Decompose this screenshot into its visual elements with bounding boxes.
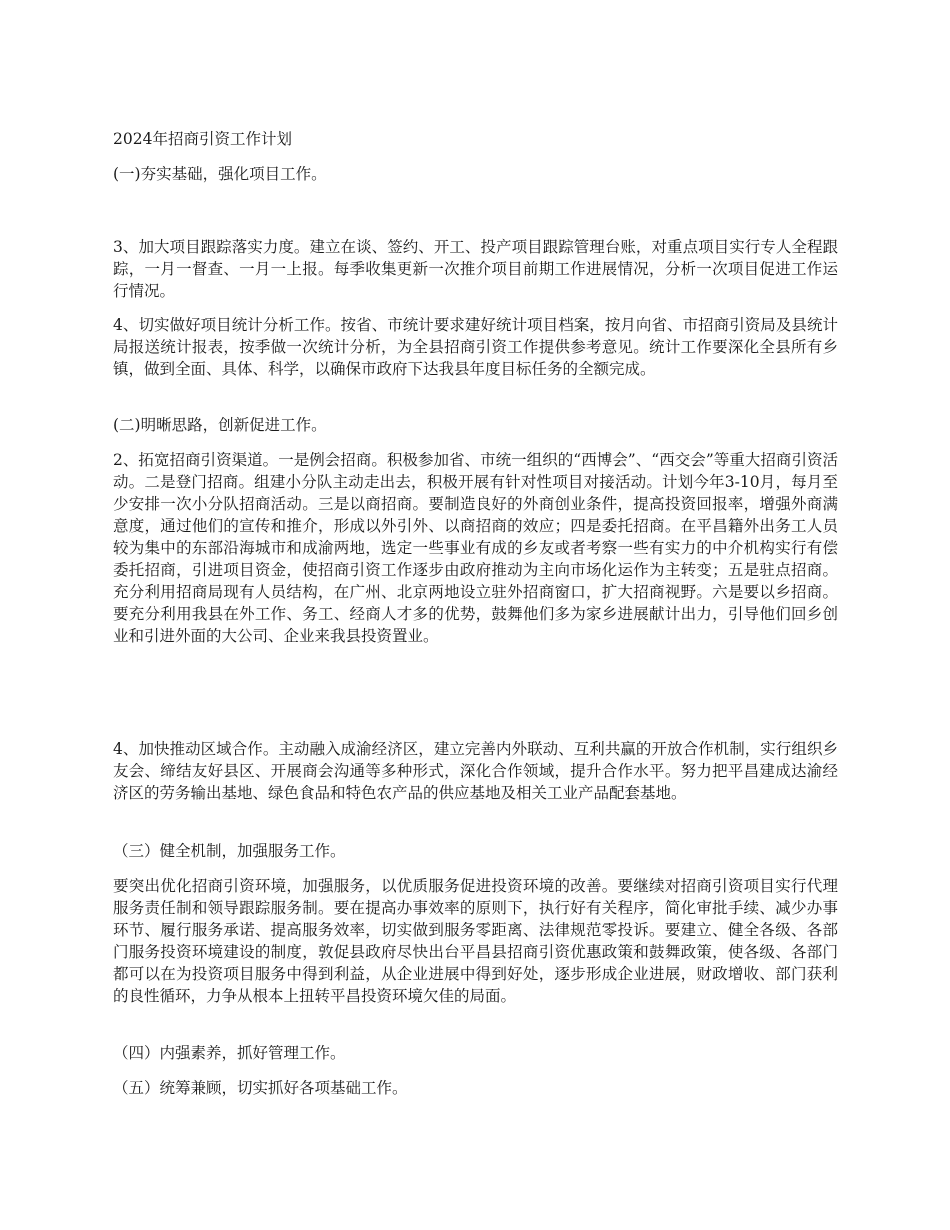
- section-1-item-4: 4、切实做好项目统计分析工作。按省、市统计要求建好统计项目档案，按月向省、市招商引资局及县统计局报送统计报表，按季做一次统计分析，为全县招商引资工作提供参考意见。统计工作要深化全县所有乡镇，做到全面、具体、科学，以确保市政府下达我县年度目标任务的全额完成。: [113, 316, 838, 378]
- section-2-item-2: 2、拓宽招商引资渠道。一是例会招商。积极参加省、市统一组织的“西博会”、“西交会”等重大招商引资活动。二是登门招商。组建小分队主动走出去，积极开展有针对性项目对接活动。计划今年3-10月，每月至少安排一次小分队招商活动。三是以商招商。要制造良好的外商创业条件，提高投资回报率，增强外商满意度，通过他们的宣传和推介，形成以外引外、以商招商的效应；四是委托招商。在平昌籍外出务工人员较为集中的东部沿海城市和成渝两地，选定一些事业有成的乡友或者考察一些有实力的中介机构实行有偿委托招商，引进项目资金，使招商引资工作逐步由政府推动为主向市场化运作为主转变；五是驻点招商。充分利用招商局现有人员结构，在广州、北京两地设立驻外招商窗口，扩大招商视野。六是要以乡招商。要充分利用我县在外工作、务工、经商人才多的优势，鼓舞他们多为家乡进展献计出力，引导他们回乡创业和引进外面的大公司、企业来我县投资置业。: [113, 451, 838, 645]
- section-3-body: 要突出优化招商引资环境，加强服务，以优质服务促进投资环境的改善。要继续对招商引资项目实行代理服务责任制和领导跟踪服务制。要在提高办事效率的原则下，执行好有关程序，简化审批手续、减少办事环节、履行服务承诺、提高服务效率，切实做到服务零距离、法律规范零投诉。要建立、健全各级、各部门服务投资环境建设的制度，敦促县政府尽快出台平昌县招商引资优惠政策和鼓舞政策，使各级、各部门都可以在为投资项目服务中得到利益，从企业进展中得到好处，逐步形成企业进展，财政增收、部门获利的良性循环，力争从根本上扭转平昌投资环境欠佳的局面。: [113, 877, 838, 1005]
- section-3-heading: （三）健全机制，加强服务工作。: [113, 842, 346, 860]
- section-2-item-4: 4、加快推动区域合作。主动融入成渝经济区，建立完善内外联动、互利共赢的开放合作机制，实行组织乡友会、缔结友好县区、开展商会沟通等多种形式，深化合作领域，提升合作水平。努力把平昌建成达渝经济区的劳务输出基地、绿色食品和特色农产品的供应基地及相关工业产品配套基地。: [113, 740, 838, 802]
- section-5-heading: （五）统筹兼顾，切实抓好各项基础工作。: [113, 1079, 408, 1097]
- section-4-heading: （四）内强素养，抓好管理工作。: [113, 1044, 346, 1062]
- section-1-heading: (一)夯实基础，强化项目工作。: [113, 165, 327, 183]
- document-title: 2024年招商引资工作计划: [113, 130, 292, 148]
- section-2-heading: (二)明晰思路，创新促进工作。: [113, 416, 327, 434]
- section-1-item-3: 3、加大项目跟踪落实力度。建立在谈、签约、开工、投产项目跟踪管理台账，对重点项目实行专人全程跟踪，一月一督查、一月一上报。每季收集更新一次推介项目前期工作进展情况，分析一次项目促进工作运行情况。: [113, 238, 838, 300]
